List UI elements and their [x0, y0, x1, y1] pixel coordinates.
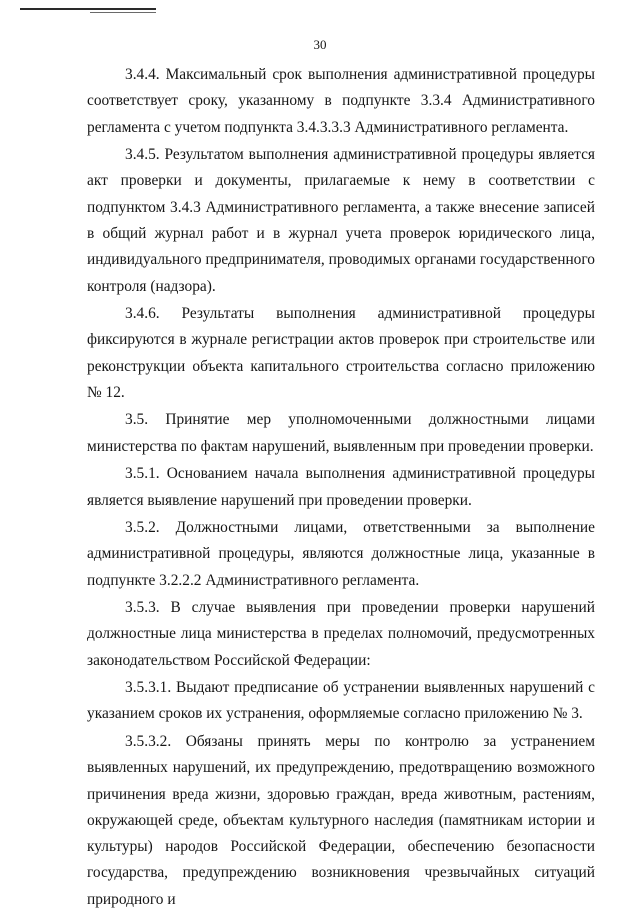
paragraph-3-4-5: 3.4.5. Результатом выполнения административной процедуры является акт проверки и документы, прилагаемые к нему в соответствии с подпунктом 3.4.3 Административного регламента, а также внесение записей в общий журнал работ и в журнал учета проверок юридического лица, индивидуального предпринимателя, проводимых органами государственного контроля (надзора). [87, 146, 595, 295]
paragraph-3-5-3-2: 3.5.3.2. Обязаны принять меры по контролю за устранением выявленных нарушений, их предупреждению, предотвращению возможного причинения вреда жизни, здоровью граждан, вреда животным, растениям, окружающей среде, объектам культурного наследия (памятникам истории и культуры) народов Российской Федерации, обеспечению безопасности государства, предупреждению возникновения чрезвычайных ситуаций природного и [87, 732, 595, 908]
paragraph-3-5: 3.5. Принятие мер уполномоченными должностными лицами министерства по фактам нарушений, выявленным при проведении проверки. [87, 411, 595, 455]
paragraph-3-5-2: 3.5.2. Должностными лицами, ответственными за выполнение административной процедуры, являются должностные лица, указанные в подпункте 3.2.2.2 Административного регламента. [87, 518, 595, 589]
scan-corner-mark [20, 8, 156, 10]
page-number: 30 [313, 37, 327, 52]
paragraph-3-4-6: 3.4.6. Результаты выполнения административной процедуры фиксируются в журнале регистрации актов проверок при строительстве или реконструкции объекта капитального строительства согласно приложению № 12. [87, 305, 595, 401]
paragraph-3-4-4: 3.4.4. Максимальный срок выполнения административной процедуры соответствует сроку, указанному в подпункте 3.3.4 Административного регламента с учетом подпункта 3.4.3.3.3 Административного регламента. [87, 66, 595, 136]
paragraph-3-5-1: 3.5.1. Основанием начала выполнения административной процедуры является выявление нарушений при проведении проверки. [87, 465, 595, 509]
document-body [87, 62, 595, 914]
paragraph-3-5-3: 3.5.3. В случае выявления при проведении проверки нарушений должностные лица министерства в пределах полномочий, предусмотренных законодательством Российской Федерации: [87, 599, 595, 669]
paragraph-3-5-3-1: 3.5.3.1. Выдают предписание об устранении выявленных нарушений с указанием сроков их устранения, оформляемые согласно приложению № 3. [87, 679, 595, 723]
